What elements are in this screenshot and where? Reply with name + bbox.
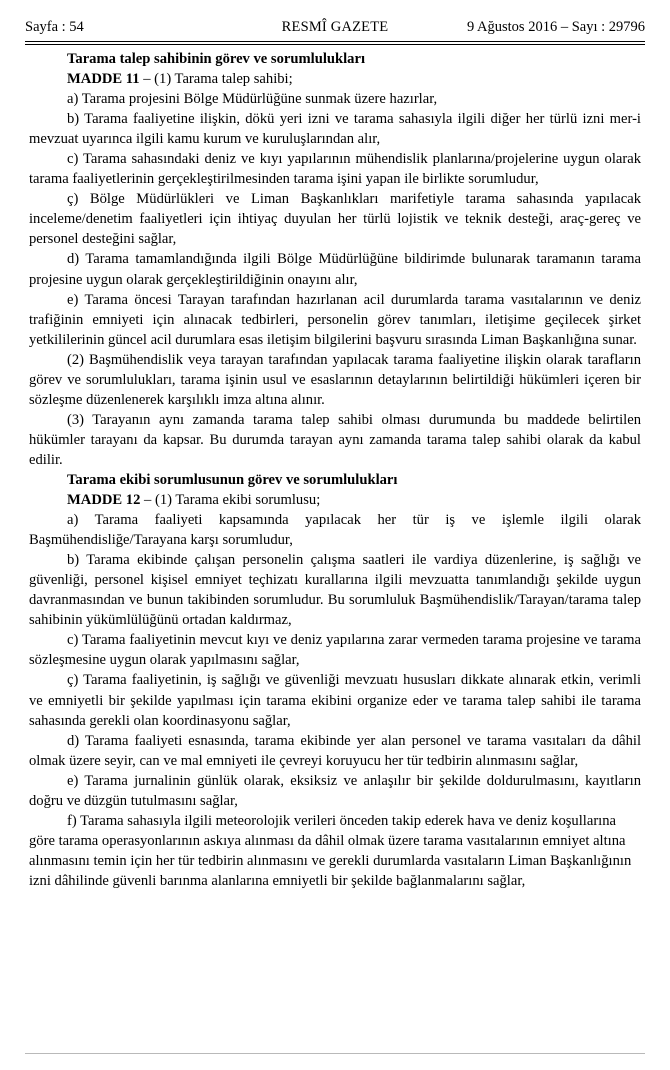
article-11-item-e: e) Tarama öncesi Tarayan tarafından hazırlanan acil durumlarda tarama vasıtalarının ve deniz trafiğinin emniyeti için alınacak tedbirleri, personelin görev tanımları, iletişime geçilecek şirket yetkililerinin güncel acil durumlara esas iletişim bilgilerini başvuru sırasında Liman Başkanlığına sunar. bbox=[29, 291, 641, 348]
article-12-item-a: a) Tarama faaliyeti kapsamında yapılacak her tür iş ve işlemle ilgili olarak Başmühendisliğe/Tarayana karşı sorumludur, bbox=[29, 512, 641, 549]
article-12-item-e: e) Tarama jurnalinin günlük olarak, eksiksiz ve anlaşılır bir şekilde doldurulmasını, kayıtların doğru ve düzgün tutulmasını sağlar, bbox=[29, 772, 641, 809]
article-11-opening-line bbox=[29, 69, 641, 89]
article-12-item-d: d) Tarama faaliyeti esnasında, tarama ekibinde yer alan personel ve tarama vasıtaları da dâhil olmak üzere seyir, can ve mal emniyeti ile çevreyi koruyucu her tür tedbirin alınmasını sağlar, bbox=[29, 732, 641, 769]
page-running-head bbox=[25, 18, 645, 40]
article-11-opening-text: – (1) Tarama talep sahibi; bbox=[139, 71, 293, 88]
article-12-opening-text: – (1) Tarama ekibi sorumlusu; bbox=[140, 492, 321, 509]
section-heading-article-11: Tarama talep sahibinin görev ve sorumlulukları bbox=[67, 51, 365, 67]
article-12-opening-line bbox=[29, 490, 641, 510]
article-12-item-c: c) Tarama faaliyetinin mevcut kıyı ve deniz yapılarına zarar vermeden tarama projesine ve tarama sözleşmesine uygun olarak yapılmasını sağlar, bbox=[29, 632, 641, 669]
article-11-item-b: b) Tarama faaliyetine ilişkin, dökü yeri izni ve tarama sahasıyla ilgili diğer her türlü izni mer-i mevzuat uyarınca ilgili kamu kurum ve kuruluşlarından alır, bbox=[29, 111, 641, 148]
article-11-item-a: a) Tarama projesini Bölge Müdürlüğüne sunmak üzere hazırlar, bbox=[67, 91, 438, 108]
body-text-column bbox=[29, 49, 641, 891]
article-12-number: MADDE 12 bbox=[67, 492, 141, 509]
article-11-item-cc: ç) Bölge Müdürlükleri ve Liman Başkanlıkları marifetiyle tarama sahasında yapılacak inceleme/denetim faaliyetleri için ihtiyaç duyulan her türlü lojistik ve teknik desteği, araç-gereç ve personel desteğini sağlar, bbox=[29, 191, 641, 248]
article-11-clause-3: (3) Tarayanın aynı zamanda tarama talep sahibi olması durumunda bu maddede belirtilen hükümler tarayanı da kapsar. Bu durumda tarayan aynı zamanda tarama talep sahibi olarak da kabul edilir. bbox=[29, 411, 641, 468]
footer-divider-rule bbox=[25, 1053, 645, 1054]
article-12-item-b: b) Tarama ekibinde çalışan personelin çalışma saatleri ile vardiya düzenlerine, iş sağlığı ve güvenliği, personel kişisel emniyet teçhizatı kurallarına ilgili mevzuatta tanımlandığı şekilde uygun davranmasından ve bunun takibinden sorumludur. Bu sorumluluk Başmühendislik/Tarayan/tarama talep sahibinin yükümlülüğünü ortadan kaldırmaz, bbox=[29, 552, 641, 629]
publication-title: RESMÎ GAZETE bbox=[281, 19, 389, 35]
issue-date-number: 9 Ağustos 2016 – Sayı : 29796 bbox=[466, 19, 645, 35]
header-divider-rule bbox=[25, 41, 645, 45]
section-heading-article-12: Tarama ekibi sorumlusunun görev ve sorumlulukları bbox=[67, 471, 398, 488]
article-11-number: MADDE 11 bbox=[67, 71, 140, 88]
article-12-item-f: f) Tarama sahasıyla ilgili meteorolojik verileri önceden takip ederek hava ve deniz koşullarına göre tarama operasyonlarının askıya alınması da dâhil olmak üzere tarama vasıtalarının emniyet altına alınmasını temin için her tür tedbirin alınmasını ve gerekli durumlarda vasıtaların Liman Başkanlığının izni dâhilinde güvenli barınma alanlarına emniyetli bir şekilde bağlanmalarını sağlar, bbox=[29, 812, 632, 889]
page-number-label: Sayfa : 54 bbox=[25, 19, 84, 35]
article-12-item-cc: ç) Tarama faaliyetinin, iş sağlığı ve güvenliği mevzuatı hususları dikkate alınarak etkin, verimli ve emniyetli bir şekilde yapılması için tarama ekibini organize eder ve tarama talep sahibi ile tarama sahasında gerekli olan koordinasyonu sağlar, bbox=[29, 672, 641, 729]
article-11-item-d: d) Tarama tamamlandığında ilgili Bölge Müdürlüğüne bildirimde bulunarak taramanın tarama projesine uygun olarak gerçekleştirildiğinin onayını alır, bbox=[29, 251, 641, 288]
article-11-item-c: c) Tarama sahasındaki deniz ve kıyı yapılarının mühendislik planlarına/projelerine uygun olarak tarama faaliyetlerinin gerçekleştirilmesinden tarama işini yapan ile birlikte sorumludur, bbox=[29, 151, 641, 188]
article-11-clause-2: (2) Başmühendislik veya tarayan tarafından yapılacak tarama faaliyetine ilişkin olarak tarafların görev ve sorumlulukları, tarama işinin usul ve esaslarının detaylarının belirtildiği hükümleri içeren bir sözleşme düzenlenerek karşılıklı imza altına alınır. bbox=[29, 351, 641, 408]
